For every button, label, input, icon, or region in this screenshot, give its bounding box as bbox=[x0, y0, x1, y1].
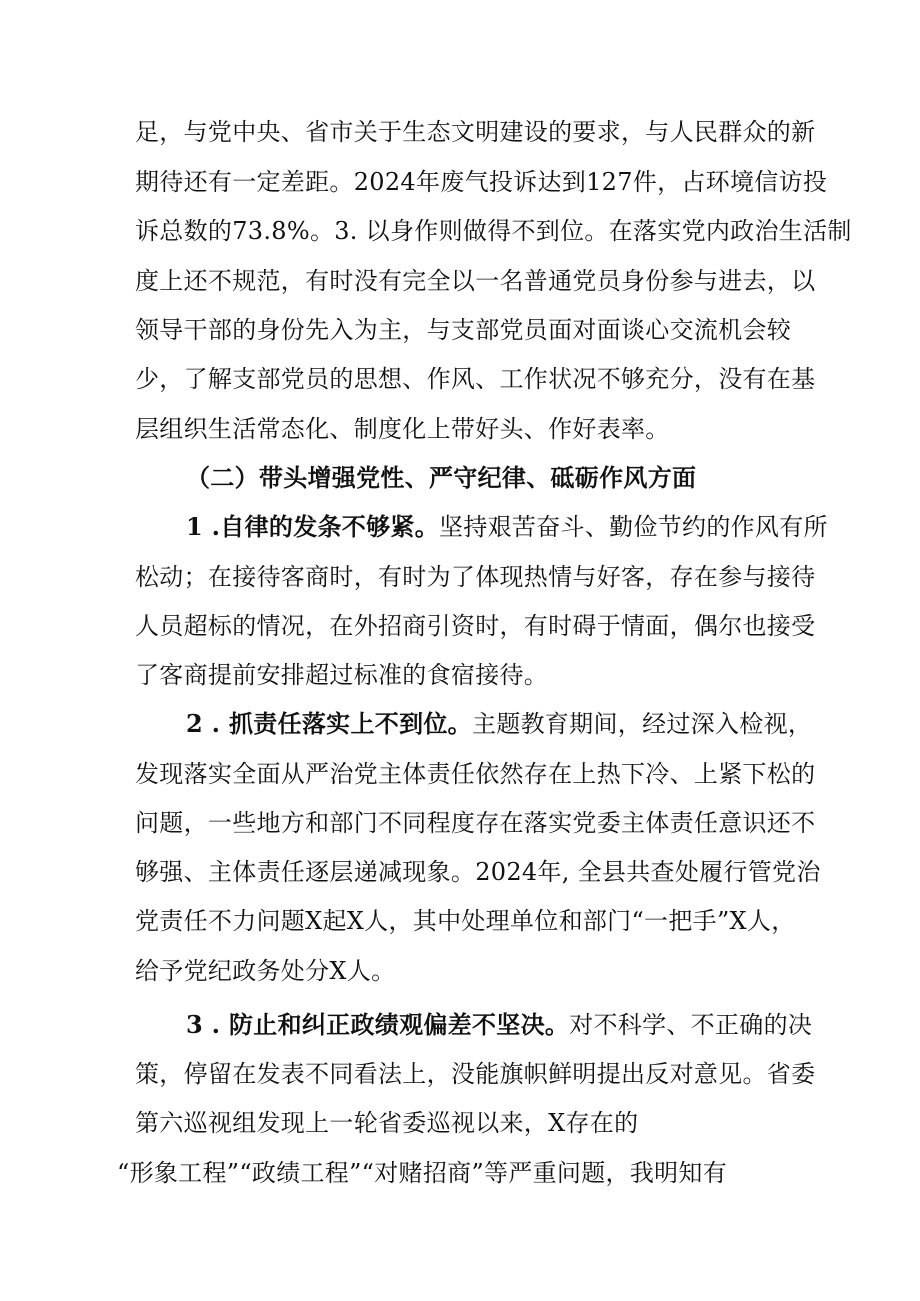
item-3-text: 对不科学、不正确的决 bbox=[569, 1011, 813, 1039]
paragraph-line: 发现落实全面从严治党主体责任依然存在上热下冷、上紧下松的 bbox=[135, 760, 816, 788]
paragraph-line: 领导干部的身份先入为主，与支部党员面对面谈心交流机会较 bbox=[135, 316, 792, 344]
paragraph-line: 期待还有一定差距。2024年废气投诉达到127件，占环境信访投 bbox=[135, 168, 828, 196]
item-2-title: 2 . 抓责任落实上不到位。 bbox=[186, 709, 472, 738]
paragraph-line: 松动；在接待客商时，有时为了体现热情与好客，存在参与接待 bbox=[135, 563, 816, 591]
item-3-title: 3 . 防止和纠正政绩观偏差不坚决。 bbox=[186, 1010, 570, 1039]
paragraph-line: 党责任不力问题X起X人，其中处理单位和部门“一把手”X人， bbox=[135, 907, 796, 935]
paragraph-line: 足，与党中央、省市关于生态文明建设的要求，与人民群众的新 bbox=[135, 118, 816, 146]
item-2-first-line bbox=[186, 709, 812, 739]
item-2-text: 主题教育期间，经过深入检视， bbox=[471, 710, 813, 738]
paragraph-line: 了客商提前安排超过标准的食宿接待。 bbox=[135, 661, 549, 689]
paragraph-line: 度上还不规范，有时没有完全以一名普通党员身份参与进去，以 bbox=[135, 267, 816, 295]
paragraph-line: “形象工程”“政绩工程”“对赌招商”等严重问题，我明知有 bbox=[117, 1159, 728, 1187]
paragraph-line: 少，了解支部党员的思想、作风、工作状况不够充分，没有在基 bbox=[135, 365, 816, 393]
section-heading: （二）带头增强党性、严守纪律、砥砺作风方面 bbox=[186, 463, 697, 492]
paragraph-line: 层组织生活常态化、制度化上带好头、作好表率。 bbox=[135, 415, 670, 443]
item-1-first-line bbox=[186, 512, 828, 542]
item-3-first-line bbox=[186, 1010, 812, 1040]
paragraph-line: 诉总数的73.8%。3. 以身作则做得不到位。在落实党内政治生活制 bbox=[135, 217, 852, 245]
paragraph-line: 人员超标的情况，在外招商引资时，有时碍于情面，偶尔也接受 bbox=[135, 612, 816, 640]
paragraph-line: 问题，一些地方和部门不同程度存在落实党委主体责任意识还不 bbox=[135, 809, 816, 837]
paragraph-line: 第六巡视组发现上一轮省委巡视以来，X存在的 bbox=[135, 1109, 639, 1137]
item-1-title: 1 .自律的发条不够紧。 bbox=[186, 512, 440, 541]
paragraph-line: 策，停留在发表不同看法上，没能旗帜鲜明提出反对意见。省委 bbox=[135, 1060, 816, 1088]
paragraph-line: 给予党纪政务处分X人。 bbox=[135, 957, 396, 985]
paragraph-line: 够强、主体责任逐层递减现象。2024年, 全县共查处履行管党治 bbox=[135, 858, 821, 886]
item-1-text: 坚持艰苦奋斗、勤俭节约的作风有所 bbox=[439, 513, 828, 541]
